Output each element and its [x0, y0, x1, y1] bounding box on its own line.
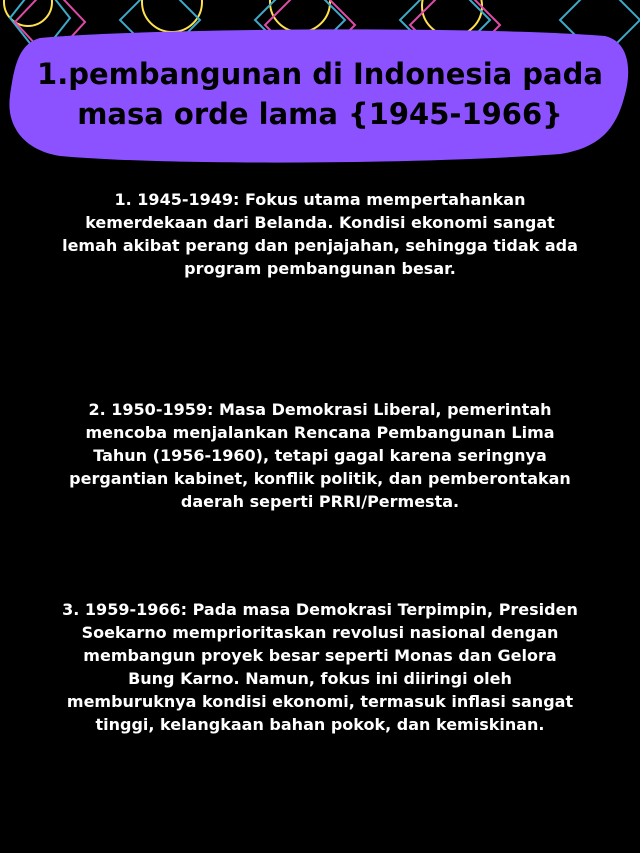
text-line: Tahun (1956-1960), tetapi gagal karena seringnya — [93, 446, 547, 465]
text-line: Bung Karno. Namun, fokus ini diiringi oleh — [128, 669, 512, 688]
title-line: 1.pembangunan di Indonesia pada — [37, 57, 603, 91]
text-line: pergantian kabinet, konflik politik, dan pemberontakan — [69, 469, 571, 488]
text-line: Soekarno memprioritaskan revolusi nasional dengan — [81, 623, 559, 642]
text-line: membangun proyek besar seperti Monas dan Gelora — [83, 646, 557, 665]
section-2-paragraph — [30, 398, 610, 513]
section-1-paragraph — [30, 188, 610, 280]
title-line: masa orde lama {1945-1966} — [77, 97, 563, 131]
text-line: lemah akibat perang dan penjajahan, sehingga tidak ada — [62, 236, 578, 255]
text-line: daerah seperti PRRI/Permesta. — [180, 492, 460, 511]
text-line: program pembangunan besar. — [184, 259, 456, 278]
page-title — [0, 54, 640, 134]
text-line: kemerdekaan dari Belanda. Kondisi ekonomi sangat — [85, 213, 555, 232]
text-line: tinggi, kelangkaan bahan pokok, dan kemiskinan. — [95, 715, 545, 734]
text-line: mencoba menjalankan Rencana Pembangunan Lima — [85, 423, 555, 442]
section-3-paragraph — [30, 598, 610, 736]
text-line: 1. 1945-1949: Fokus utama mempertahankan — [114, 190, 526, 209]
text-line: memburuknya kondisi ekonomi, termasuk inflasi sangat — [66, 692, 574, 711]
text-line: 2. 1950-1959: Masa Demokrasi Liberal, pemerintah — [88, 400, 552, 419]
text-line: 3. 1959-1966: Pada masa Demokrasi Terpimpin, Presiden — [62, 600, 578, 619]
